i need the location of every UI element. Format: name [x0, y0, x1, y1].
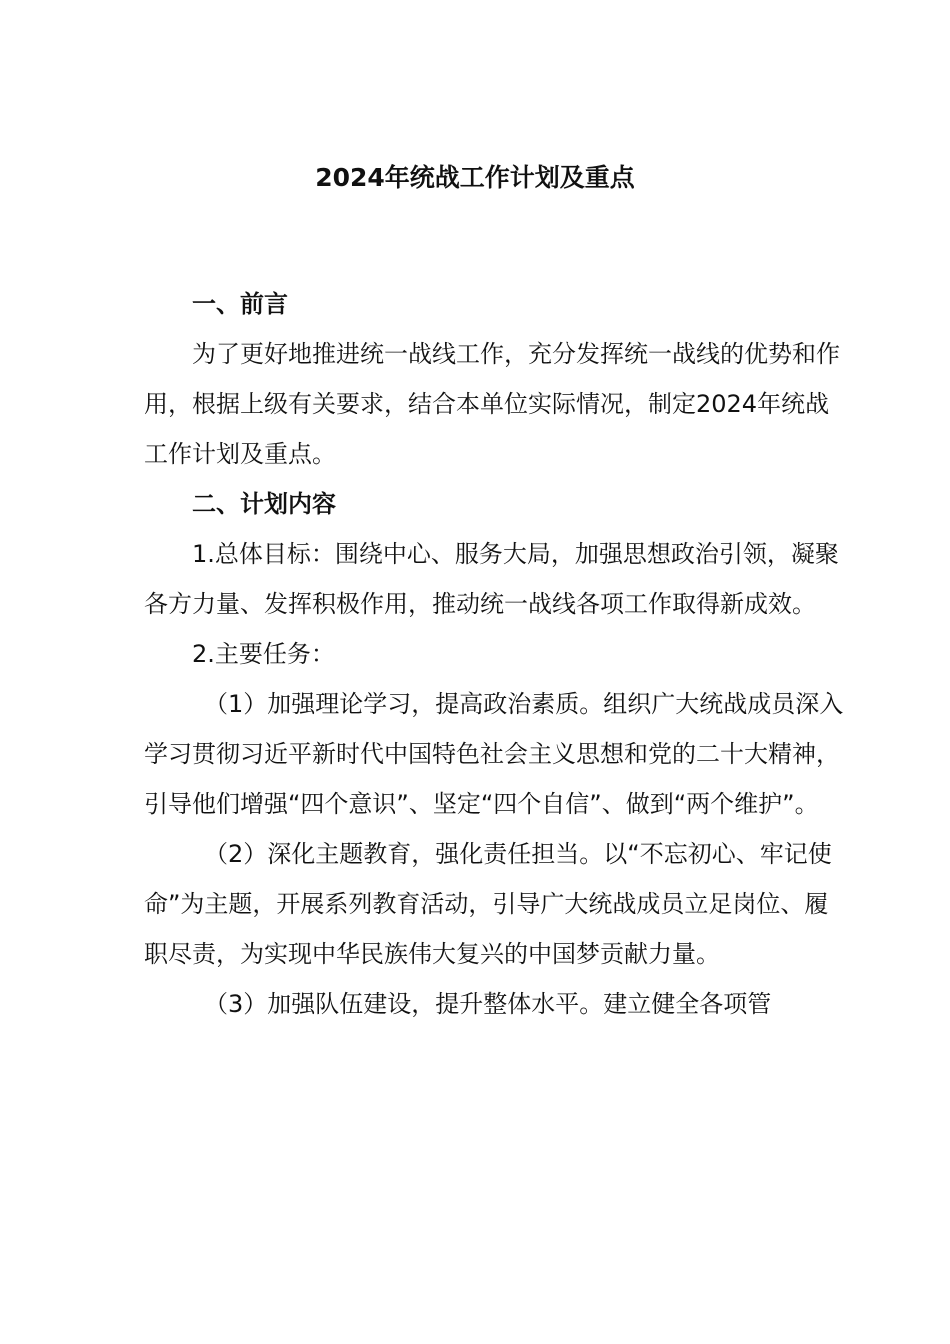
task-item-3: （3）加强队伍建设，提升整体水平。建立健全各项管	[204, 990, 772, 1018]
section-heading-plan-content: 二、计划内容	[192, 490, 336, 518]
task-item-2: （2）深化主题教育，强化责任担当。以“不忘初心、牢记使命”为主题，开展系列教育活动，引导广大统战成员立足岗位、履职尽责，为实现中华民族伟大复兴的中国梦贡献力量。	[144, 840, 832, 968]
overall-goal-paragraph: 1.总体目标：围绕中心、服务大局，加强思想政治引领，凝聚各方力量、发挥积极作用，推动统一战线各项工作取得新成效。	[144, 540, 839, 618]
document-body	[144, 279, 844, 1029]
preface-paragraph: 为了更好地推进统一战线工作，充分发挥统一战线的优势和作用，根据上级有关要求，结合本单位实际情况，制定2024年统战工作计划及重点。	[144, 340, 840, 468]
task-item-1: （1）加强理论学习，提高政治素质。组织广大统战成员深入学习贯彻习近平新时代中国特色社会主义思想和党的二十大精神，引导他们增强“四个意识”、坚定“四个自信”、做到“两个维护”。	[144, 690, 844, 818]
section-heading-preface: 一、前言	[192, 290, 288, 318]
document-title: 2024年统战工作计划及重点	[315, 163, 635, 192]
main-tasks-heading: 2.主要任务：	[192, 640, 335, 668]
